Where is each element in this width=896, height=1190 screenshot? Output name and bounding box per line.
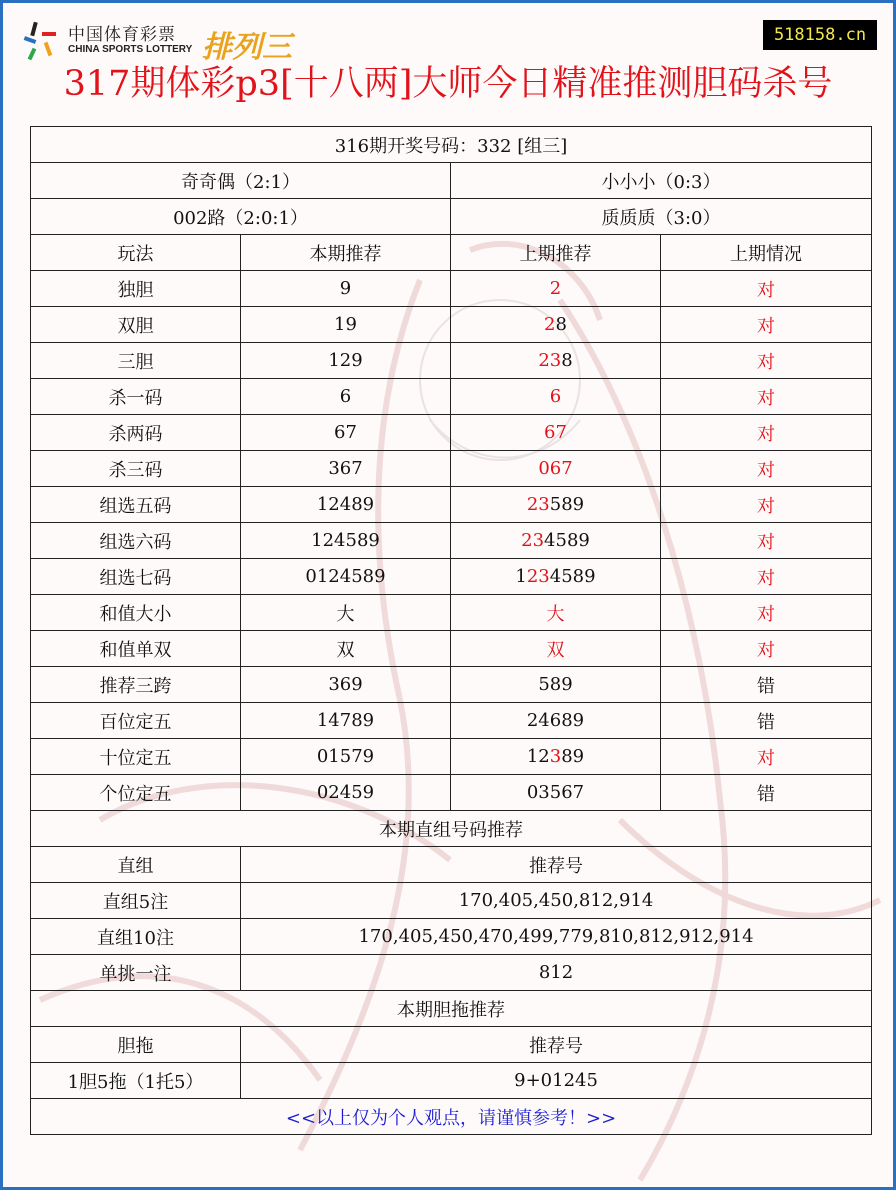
play-type: 组选六码 <box>31 523 241 559</box>
column-header: 本期推荐 <box>241 235 451 271</box>
play-type: 百位定五 <box>31 703 241 739</box>
current-recommendation: 19 <box>241 307 451 343</box>
direct-section-title: 本期直组号码推荐 <box>31 811 872 847</box>
hit-digits: 067 <box>538 458 573 479</box>
table-row <box>31 703 872 739</box>
play-type: 和值大小 <box>31 595 241 631</box>
previous-result: 对 <box>661 451 872 487</box>
direct-numbers: 170,405,450,812,914 <box>241 883 872 919</box>
hit-digits: 23 <box>526 494 550 515</box>
hit-digits: 23 <box>526 566 550 587</box>
current-recommendation: 67 <box>241 415 451 451</box>
summary-row <box>31 199 872 235</box>
previous-recommendation <box>451 703 661 739</box>
play-type: 双胆 <box>31 307 241 343</box>
previous-recommendation <box>451 379 661 415</box>
miss-digits: 589 <box>538 674 573 695</box>
column-header: 直组 <box>31 847 241 883</box>
direct-label: 直组5注 <box>31 883 241 919</box>
current-recommendation: 12489 <box>241 487 451 523</box>
miss-digits: 03567 <box>526 782 585 803</box>
hit-digits: 23 <box>521 530 545 551</box>
table-row <box>31 667 872 703</box>
hit-digits: 67 <box>544 422 567 443</box>
previous-recommendation <box>451 667 661 703</box>
logo-english-text: CHINA SPORTS LOTTERY <box>68 44 193 55</box>
play-type: 三胆 <box>31 343 241 379</box>
current-recommendation: 双 <box>241 631 451 667</box>
current-recommendation: 14789 <box>241 703 451 739</box>
table-row <box>31 343 872 379</box>
table-row <box>31 775 872 811</box>
miss-digits: 8 <box>555 314 567 335</box>
play-type: 杀三码 <box>31 451 241 487</box>
previous-recommendation <box>451 523 661 559</box>
current-recommendation: 124589 <box>241 523 451 559</box>
previous-recommendation <box>451 739 661 775</box>
table-row <box>31 379 872 415</box>
previous-result: 对 <box>661 271 872 307</box>
table-row <box>31 487 872 523</box>
page-title: 317期体彩p3[十八两]大师今日精准推测胆码杀号 <box>63 64 833 104</box>
current-recommendation: 367 <box>241 451 451 487</box>
play-type: 杀一码 <box>31 379 241 415</box>
miss-digits: 4589 <box>544 530 590 551</box>
direct-label: 单挑一注 <box>31 955 241 991</box>
table-row <box>31 955 872 991</box>
previous-result: 对 <box>661 595 872 631</box>
previous-recommendation <box>451 307 661 343</box>
direct-label: 直组10注 <box>31 919 241 955</box>
play-type: 组选七码 <box>31 559 241 595</box>
size-text: 小小小（0:3） <box>451 163 872 199</box>
parity-text: 奇奇偶（2:1） <box>31 163 451 199</box>
drag-section-title: 本期胆拖推荐 <box>31 991 872 1027</box>
current-recommendation: 9 <box>241 271 451 307</box>
direct-header-row <box>31 847 872 883</box>
drag-numbers: 9+01245 <box>241 1063 872 1099</box>
column-header: 推荐号 <box>241 1027 872 1063</box>
previous-result: 对 <box>661 487 872 523</box>
current-recommendation: 369 <box>241 667 451 703</box>
previous-result: 错 <box>661 667 872 703</box>
current-recommendation: 01579 <box>241 739 451 775</box>
table-row <box>31 739 872 775</box>
footer-row <box>31 1099 872 1135</box>
previous-result: 对 <box>661 379 872 415</box>
current-recommendation: 129 <box>241 343 451 379</box>
table-row <box>31 919 872 955</box>
table-row <box>31 595 872 631</box>
previous-recommendation <box>451 595 661 631</box>
direct-section-row <box>31 811 872 847</box>
prediction-table <box>30 126 872 1135</box>
previous-recommendation <box>451 451 661 487</box>
previous-result: 错 <box>661 703 872 739</box>
summary-row <box>31 163 872 199</box>
direct-numbers: 812 <box>241 955 872 991</box>
column-header: 上期情况 <box>661 235 872 271</box>
miss-digits: 24689 <box>526 710 585 731</box>
play-type: 组选五码 <box>31 487 241 523</box>
current-recommendation: 02459 <box>241 775 451 811</box>
hit-digits: 2 <box>544 314 556 335</box>
miss-digits: 12 <box>526 746 550 767</box>
previous-result: 对 <box>661 343 872 379</box>
table-row <box>31 271 872 307</box>
table-row <box>31 415 872 451</box>
previous-result: 对 <box>661 631 872 667</box>
table-row <box>31 631 872 667</box>
site-badge[interactable]: 518158.cn <box>763 20 877 50</box>
hit-digits: 2 <box>549 278 562 299</box>
drag-label: 1胆5拖（1托5） <box>31 1063 241 1099</box>
logo-brand-text: 排列三 <box>202 30 292 65</box>
previous-recommendation <box>451 271 661 307</box>
drag-header-row <box>31 1027 872 1063</box>
disclaimer-text: <<以上仅为个人观点，请谨慎参考！>> <box>31 1099 872 1135</box>
table-row <box>31 523 872 559</box>
previous-recommendation <box>451 343 661 379</box>
previous-recommendation <box>451 415 661 451</box>
hit-digits: 大 <box>546 603 565 625</box>
previous-recommendation <box>451 631 661 667</box>
miss-digits: 89 <box>561 746 585 767</box>
previous-result: 对 <box>661 559 872 595</box>
road-text: 002路（2:0:1） <box>31 199 451 235</box>
table-row <box>31 451 872 487</box>
hit-digits: 6 <box>549 386 562 407</box>
last-draw-text: 316期开奖号码：332 [组三] <box>31 127 872 163</box>
prime-text: 质质质（3:0） <box>451 199 872 235</box>
table-row <box>31 307 872 343</box>
current-recommendation: 6 <box>241 379 451 415</box>
play-type: 独胆 <box>31 271 241 307</box>
play-type: 十位定五 <box>31 739 241 775</box>
table-row <box>31 559 872 595</box>
hit-digits: 23 <box>538 350 562 371</box>
hit-digits: 双 <box>546 639 565 661</box>
miss-digits: 4589 <box>549 566 596 587</box>
previous-result: 对 <box>661 415 872 451</box>
miss-digits: 8 <box>561 350 573 371</box>
column-header: 上期推荐 <box>451 235 661 271</box>
miss-digits: 1 <box>515 566 527 587</box>
previous-result: 对 <box>661 523 872 559</box>
play-type: 个位定五 <box>31 775 241 811</box>
current-recommendation: 大 <box>241 595 451 631</box>
hit-digits: 3 <box>549 746 562 767</box>
logo-chinese-text: 中国体育彩票 <box>68 25 176 45</box>
play-type: 推荐三跨 <box>31 667 241 703</box>
column-header-row <box>31 235 872 271</box>
table-row <box>31 1063 872 1099</box>
miss-digits: 589 <box>549 494 585 515</box>
table-row <box>31 883 872 919</box>
previous-recommendation <box>451 559 661 595</box>
previous-recommendation <box>451 775 661 811</box>
play-type: 杀两码 <box>31 415 241 451</box>
previous-result: 错 <box>661 775 872 811</box>
drag-section-row <box>31 991 872 1027</box>
column-header: 胆拖 <box>31 1027 241 1063</box>
previous-recommendation <box>451 487 661 523</box>
last-draw-row <box>31 127 872 163</box>
previous-result: 对 <box>661 307 872 343</box>
current-recommendation: 0124589 <box>241 559 451 595</box>
column-header: 玩法 <box>31 235 241 271</box>
column-header: 推荐号 <box>241 847 872 883</box>
direct-numbers: 170,405,450,470,499,779,810,812,912,914 <box>241 919 872 955</box>
previous-result: 对 <box>661 739 872 775</box>
play-type: 和值单双 <box>31 631 241 667</box>
